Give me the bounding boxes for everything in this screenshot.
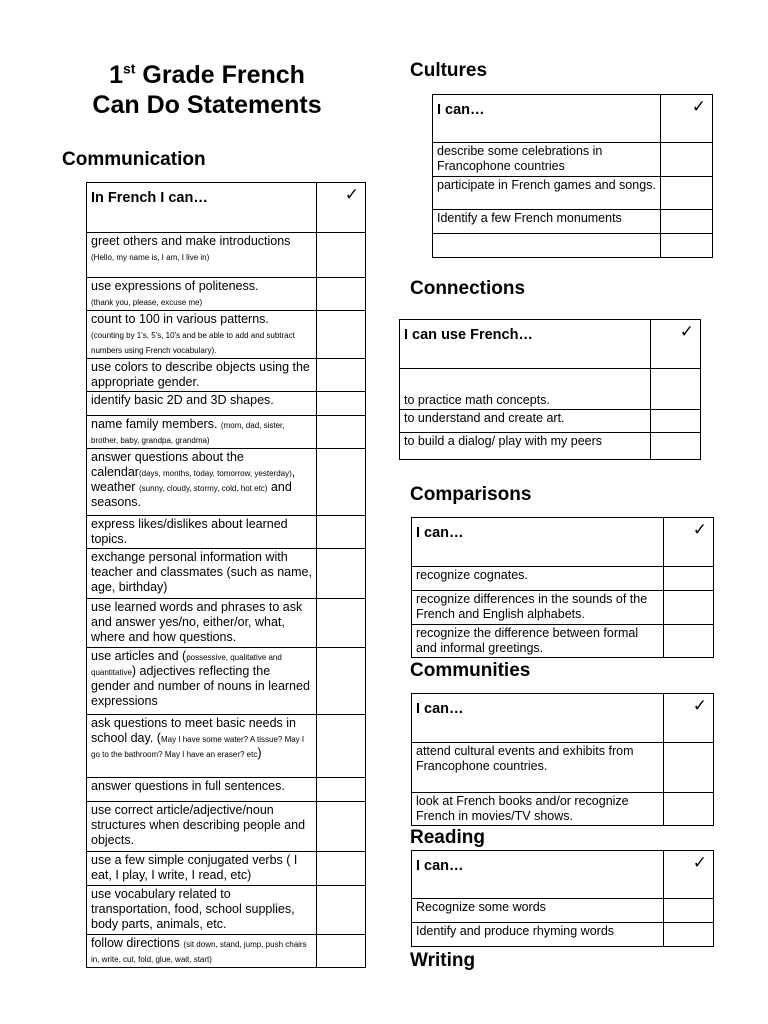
table-row xyxy=(433,177,713,210)
title-line-2: Can Do Statements xyxy=(92,91,322,119)
statement-cell: greet others and make introductions (Hello, my name is, I am, I live in) xyxy=(87,233,317,278)
cultures-heading: Cultures xyxy=(410,60,488,81)
check-icon: ✓ xyxy=(692,520,707,539)
communities-table xyxy=(411,693,714,826)
table-header-row xyxy=(412,518,714,567)
checkbox-cell[interactable] xyxy=(661,210,713,234)
checkbox-cell[interactable] xyxy=(664,567,714,591)
checkbox-cell[interactable] xyxy=(664,591,714,625)
table-row xyxy=(412,567,714,591)
table-row xyxy=(412,923,714,947)
check-column-header xyxy=(661,95,713,143)
statement-cell: Recognize some words xyxy=(412,899,664,923)
checkbox-cell[interactable] xyxy=(651,433,701,460)
checkbox-cell[interactable] xyxy=(317,886,366,935)
table-row xyxy=(87,715,366,778)
checkbox-cell[interactable] xyxy=(317,416,366,449)
statement-cell: use expressions of politeness. (thank you, please, excuse me) xyxy=(87,278,317,311)
table-header: I can… xyxy=(412,851,664,899)
table-row xyxy=(87,416,366,449)
table-row xyxy=(87,599,366,648)
comparisons-heading: Comparisons xyxy=(410,484,532,505)
table-row xyxy=(87,935,366,968)
table-row xyxy=(87,778,366,802)
statement-cell: follow directions (sit down, stand, jump, push chairs in, write, cut, fold, glue, wait, start) xyxy=(87,935,317,968)
table-header-row xyxy=(433,95,713,143)
writing-heading: Writing xyxy=(410,950,476,971)
statement-cell: answer questions in full sentences. xyxy=(87,778,317,802)
check-column-header xyxy=(651,320,701,369)
checkbox-cell[interactable] xyxy=(317,278,366,311)
checkbox-cell[interactable] xyxy=(317,516,366,549)
checkbox-cell[interactable] xyxy=(317,359,366,392)
checkbox-cell[interactable] xyxy=(661,143,713,177)
statement-cell: recognize differences in the sounds of the French and English alphabets. xyxy=(412,591,664,625)
table-row xyxy=(87,886,366,935)
table-row xyxy=(412,793,714,826)
table-row xyxy=(412,743,714,793)
statement-cell: count to 100 in various patterns. (counting by 1's, 5's, 10's and be able to add and subtract numbers using French vocabulary). xyxy=(87,311,317,359)
table-header-row xyxy=(400,320,701,369)
statement-cell: to understand and create art. xyxy=(400,410,651,433)
table-row xyxy=(412,625,714,658)
communication-heading: Communication xyxy=(62,149,206,170)
checkbox-cell[interactable] xyxy=(664,923,714,947)
table-row xyxy=(87,392,366,416)
table-row xyxy=(87,311,366,359)
statement-cell: Identify a few French monuments xyxy=(433,210,661,234)
table-row xyxy=(87,449,366,516)
checkbox-cell[interactable] xyxy=(317,449,366,516)
statement-cell: describe some celebrations in Francophone countries xyxy=(433,143,661,177)
checkbox-cell[interactable] xyxy=(317,802,366,852)
check-icon: ✓ xyxy=(679,322,694,341)
checkbox-cell[interactable] xyxy=(317,778,366,802)
statement-cell: name family members. (mom, dad, sister, brother, baby, grandpa, grandma) xyxy=(87,416,317,449)
statement-cell: identify basic 2D and 3D shapes. xyxy=(87,392,317,416)
statement-cell: answer questions about the calendar(days, months, today, tomorrow, yesterday), weather (sunny, cloudy, stormy, cold, hot etc) and seasons. xyxy=(87,449,317,516)
checkbox-cell[interactable] xyxy=(317,715,366,778)
statement-cell: Identify and produce rhyming words xyxy=(412,923,664,947)
table-header-row xyxy=(412,694,714,743)
statement-cell: ask questions to meet basic needs in school day. (May I have some water? A tissue? May I go to the bathroom? May I have an eraser? etc) xyxy=(87,715,317,778)
statement-cell: exchange personal information with teacher and classmates (such as name, age, birthday) xyxy=(87,549,317,599)
statement-cell: express likes/dislikes about learned topics. xyxy=(87,516,317,549)
table-row xyxy=(433,143,713,177)
checkbox-cell[interactable] xyxy=(661,177,713,210)
check-column-header xyxy=(664,518,714,567)
communities-heading: Communities xyxy=(410,660,531,681)
table-header: I can use French… xyxy=(400,320,651,369)
table-row xyxy=(400,369,701,410)
checkbox-cell[interactable] xyxy=(664,743,714,793)
checkbox-cell[interactable] xyxy=(317,311,366,359)
statement-cell: attend cultural events and exhibits from Francophone countries. xyxy=(412,743,664,793)
table-header-row xyxy=(87,183,366,233)
table-header: I can… xyxy=(412,518,664,567)
table-row xyxy=(400,410,701,433)
statement-cell: use learned words and phrases to ask and answer yes/no, either/or, what, where and how questions. xyxy=(87,599,317,648)
connections-table xyxy=(399,319,701,460)
checkbox-cell[interactable] xyxy=(317,648,366,715)
statement-cell: use correct article/adjective/noun structures when describing people and objects. xyxy=(87,802,317,852)
reading-heading: Reading xyxy=(410,827,485,848)
check-icon: ✓ xyxy=(692,853,707,872)
table-header-row xyxy=(412,851,714,899)
checkbox-cell[interactable] xyxy=(317,549,366,599)
table-header: I can… xyxy=(433,95,661,143)
statement-cell: recognize cognates. xyxy=(412,567,664,591)
checkbox-cell[interactable] xyxy=(651,369,701,410)
check-column-header xyxy=(664,694,714,743)
checkbox-cell[interactable] xyxy=(317,599,366,648)
statement-cell: use a few simple conjugated verbs ( I eat, I play, I write, I read, etc) xyxy=(87,852,317,886)
comparisons-table xyxy=(411,517,714,658)
table-row xyxy=(87,516,366,549)
table-row xyxy=(87,852,366,886)
table-header: In French I can… xyxy=(87,183,317,233)
check-column-header xyxy=(317,183,366,233)
checkbox-cell[interactable] xyxy=(317,233,366,278)
checkbox-cell[interactable] xyxy=(317,852,366,886)
statement-cell: use articles and (possessive, qualitative and quantitative) adjectives reflecting the gender and number of nouns in learned expressions xyxy=(87,648,317,715)
checkbox-cell[interactable] xyxy=(664,793,714,826)
table-row xyxy=(87,278,366,311)
statement-cell: participate in French games and songs. xyxy=(433,177,661,210)
connections-heading: Connections xyxy=(410,278,526,299)
table-row xyxy=(433,210,713,234)
communication-table xyxy=(86,182,366,968)
checkbox-cell[interactable] xyxy=(651,410,701,433)
statement-cell: use colors to describe objects using the appropriate gender. xyxy=(87,359,317,392)
check-column-header xyxy=(664,851,714,899)
table-row xyxy=(87,648,366,715)
statement-cell: to build a dialog/ play with my peers xyxy=(400,433,651,460)
table-row xyxy=(412,899,714,923)
table-row xyxy=(87,802,366,852)
table-row xyxy=(433,234,713,258)
table-row xyxy=(87,549,366,599)
table-row xyxy=(87,359,366,392)
checkbox-cell[interactable] xyxy=(317,392,366,416)
checkbox-cell[interactable] xyxy=(664,899,714,923)
statement-cell: to practice math concepts. xyxy=(400,369,651,410)
page-title xyxy=(62,60,352,120)
statement-cell: recognize the difference between formal and informal greetings. xyxy=(412,625,664,658)
statement-cell: look at French books and/or recognize French in movies/TV shows. xyxy=(412,793,664,826)
cultures-table xyxy=(432,94,713,258)
title-line-1: 1st Grade French xyxy=(109,60,305,89)
reading-table xyxy=(411,850,714,947)
table-row xyxy=(87,233,366,278)
checkbox-cell[interactable] xyxy=(661,234,713,258)
check-icon: ✓ xyxy=(691,97,706,116)
table-header: I can… xyxy=(412,694,664,743)
statement-cell: use vocabulary related to transportation, food, school supplies, body parts, animals, etc. xyxy=(87,886,317,935)
statement-cell xyxy=(433,234,661,258)
check-icon: ✓ xyxy=(344,185,359,204)
check-icon: ✓ xyxy=(692,696,707,715)
checkbox-cell[interactable] xyxy=(317,935,366,968)
table-row xyxy=(400,433,701,460)
checkbox-cell[interactable] xyxy=(664,625,714,658)
table-row xyxy=(412,591,714,625)
